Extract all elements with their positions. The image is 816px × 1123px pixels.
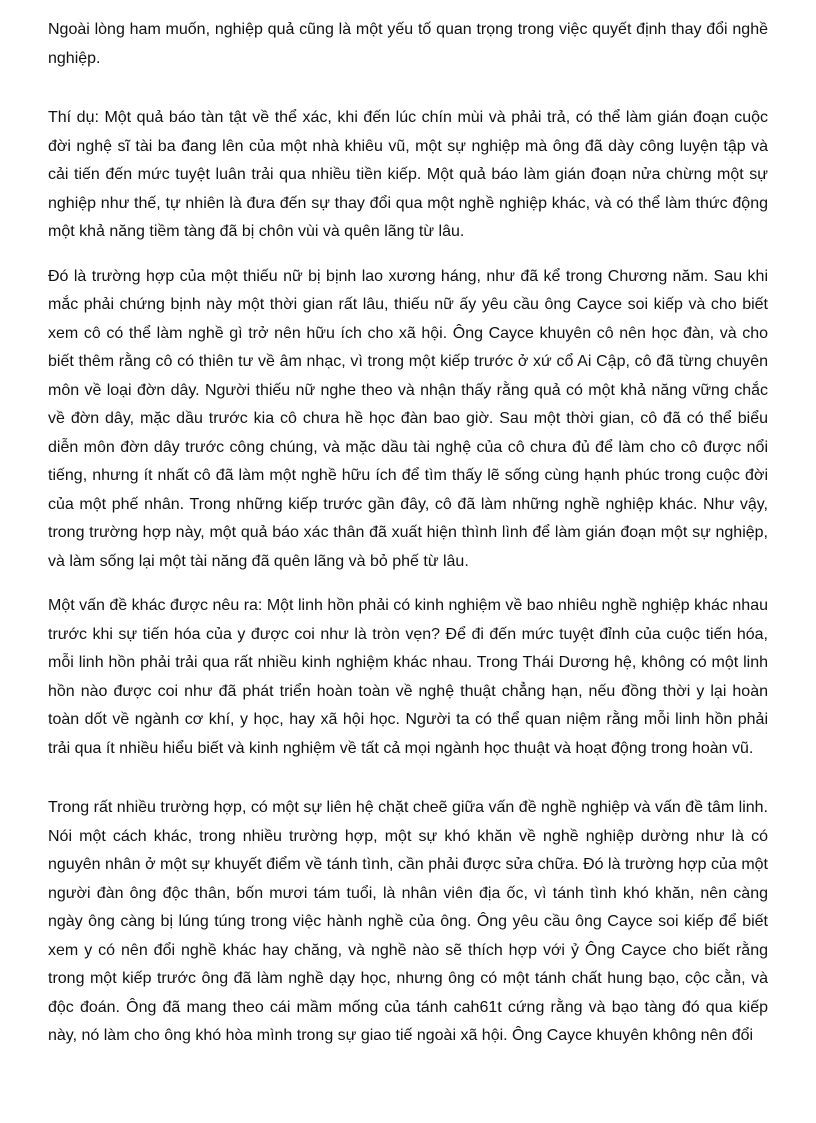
paragraph-1: Ngoài lòng ham muốn, nghiệp quả cũng là một yếu tố quan trọng trong việc quyết định thay đổi nghề nghiệp. [48,21,768,67]
paragraph-2: Thí dụ: Một quả báo tàn tật về thể xác, khi đến lúc chín mùi và phải trả, có thể làm gián đoạn cuộc đời nghệ sĩ tài ba đang lên của một nhà khiêu vũ, một sự nghiệp mà ông đã dày công luyện tập và cải tiến đến mức tuyệt luân trải qua nhiều tiền kiếp. Một quả báo làm gián đoạn nửa chừng một sự nghiệp như thế, tự nhiên là đưa đến sự thay đổi qua một nghề nghiệp khác, và có thể làm thức động một khả năng tiềm tàng đã bị chôn vùi và quên lãng từ lâu. [48,109,768,240]
paragraph-5: Trong rất nhiều trường hợp, có một sự liên hệ chặt cheẽ giữa vấn đề nghề nghiệp và vấn đề tâm linh. Nói một cách khác, trong nhiều trường hợp, một sự khó khăn về nghề nghiệp dường như là có nguyên nhân ở một sự khuyết điểm về tánh tình, cần phải được sửa chữa. Đó là trường hợp của một người đàn ông độc thân, bốn mươi tám tuổi, là nhân viên địa ốc, vì tánh tình khó khăn, nên càng ngày ông càng bị lúng túng trong việc hành nghề của ông. Ông yêu cầu ông Cayce soi kiếp để biết xem y có nên đổi nghề khác hay chăng, và nghề nào sẽ thích hợp với ỷ Ông Cayce cho biết rằng trong một kiếp trước ông đã làm nghề dạy học, nhưng ông có một tánh chất hung bạo, cộc cằn, và độc đoán. Ông đã mang theo cái mầm mống của tánh cah61t cứng rằng và bạo tàng đó qua kiếp này, nó làm cho ông khó hòa mình trong sự giao tiế ngoài xã hội. Ông Cayce khuyên không nên đổi [48,799,768,1044]
paragraph-4: Một vấn đề khác được nêu ra: Một linh hồn phải có kinh nghiệm về bao nhiêu nghề nghiệp khác nhau trước khi sự tiến hóa của y được coi như là tròn vẹn? Để đi đến mức tuyệt đỉnh của cuộc tiến hóa, mỗi linh hồn phải trải qua rất nhiều kinh nghiệm khác nhau. Trong Thái Dương hệ, không có một linh hồn nào được coi như đã phát triển hoàn toàn về nghệ thuật chẳng hạn, nếu đồng thời y lại hoàn toàn dốt về ngành cơ khí, y học, hay xã hội học. Người ta có thể quan niệm rằng mỗi linh hồn phải trải qua ít nhiều hiểu biết và kinh nghiệm về tất cả mọi ngành học thuật và hoạt động trong hoàn vũ. [48,597,768,757]
document-page [48,16,768,1051]
paragraph-3: Đó là trường hợp của một thiếu nữ bị bịnh lao xương háng, như đã kể trong Chương năm. Sau khi mắc phải chứng bịnh này một thời gian rất lâu, thiếu nữ ấy yêu cầu ông Cayce soi kiếp và cho biết xem cô có thể làm nghề gì trở nên hữu ích cho xã hội. Ông Cayce khuyên cô nên học đàn, và cho biết thêm rằng cô có thiên tư về âm nhạc, vì trong một kiếp trước ở xứ cổ Ai Cập, cô đã từng chuyên môn về loại đờn dây. Người thiếu nữ nghe theo và nhận thấy rằng quả có một khả năng vững chắc về đờn dây, mặc dầu trước kia cô chưa hề học đàn bao giờ. Sau một thời gian, cô đã có thể biểu diễn môn đờn dây trước công chúng, và mặc dầu tài nghệ của cô chưa đủ để làm cho cô được nổi tiếng, nhưng ít nhất cô đã làm một nghề hữu ích để tìm thấy lẽ sống cùng hạnh phúc trong cuộc đời của một phế nhân. Trong những kiếp trước gần đây, cô đã làm những nghề nghiệp khác. Như vậy, trong trường hợp này, một quả báo xác thân đã xuất hiện thình lình để làm gián đoạn một sự nghiệp, và làm sống lại một tài năng đã quên lãng và bỏ phế từ lâu. [48,267,768,570]
